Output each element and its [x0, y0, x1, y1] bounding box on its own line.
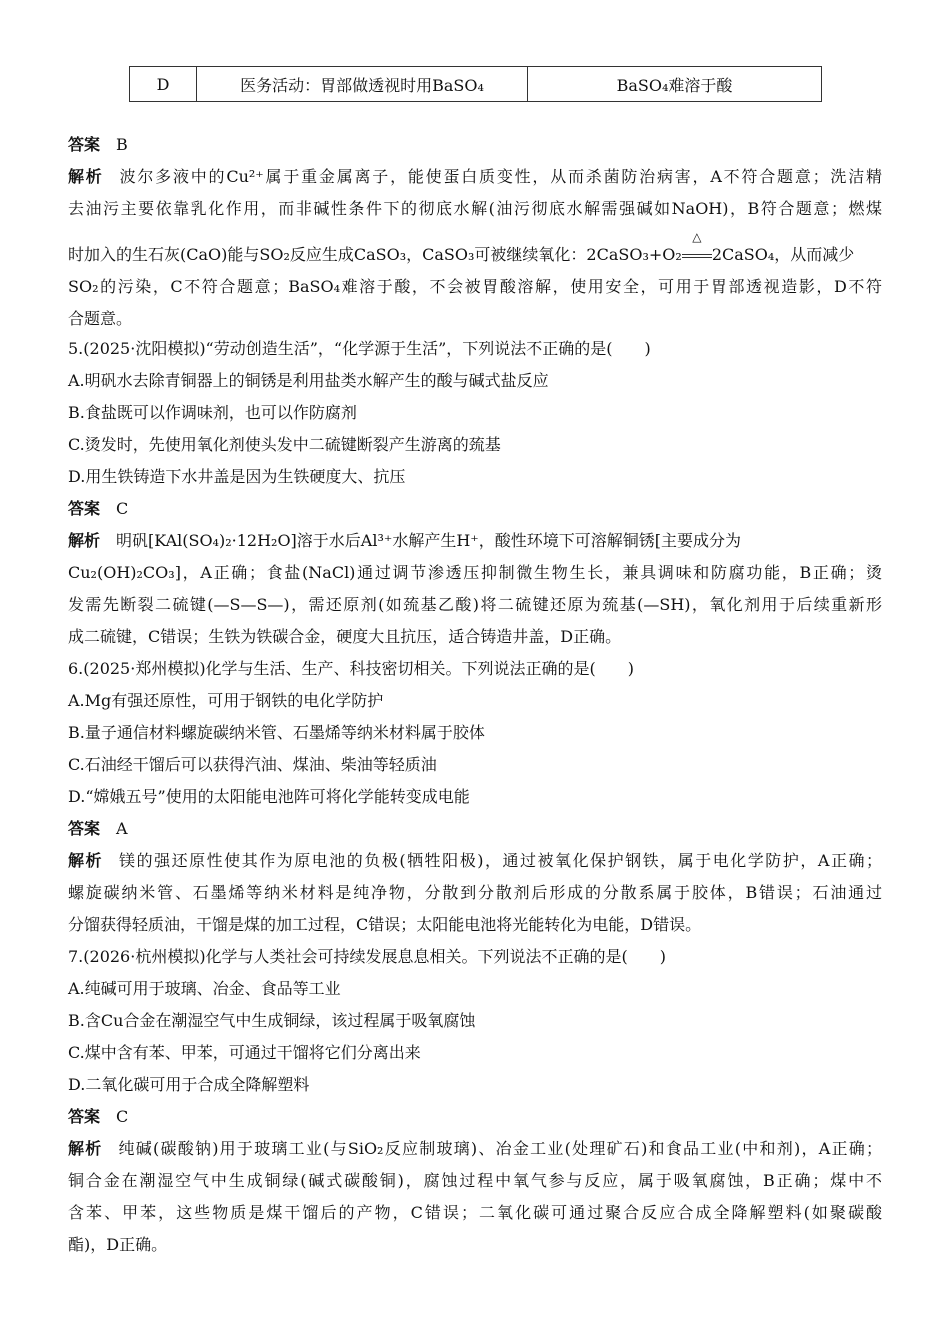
equation-sign [682, 230, 712, 266]
analysis-label: 解析 [68, 1139, 103, 1158]
answer-label: 答案 [68, 819, 101, 838]
q7-analysis-line-1 [68, 1138, 882, 1160]
analysis-text: 波尔多液中的Cu²⁺属于重金属离子，能使蛋白质变性，从而杀菌防治病害，A不符合题意；洗洁精 [119, 167, 882, 186]
answer-value: A [116, 819, 128, 838]
q5-analysis-line-4: 成二硫键，C错误；生铁为铁碳合金，硬度大且抗压，适合铸造井盖，D正确。 [68, 627, 622, 646]
q4-analysis-line-5: 合题意。 [68, 309, 133, 328]
answer-label: 答案 [68, 499, 101, 518]
q5-analysis-line-3: 发需先断裂二硫键(—S—S—)，需还原剂(如巯基乙酸)将二硫键还原为巯基(—SH)，氧化剂用于后续重新形 [68, 595, 882, 614]
analysis-text: 镁的强还原性使其作为原电池的负极(牺牲阳极)，通过被氧化保护钢铁，属于电化学防护，A正确； [119, 851, 882, 870]
q7-option-a: A.纯碱可用于玻璃、冶金、食品等工业 [68, 979, 341, 998]
reason-cell: BaSO₄难溶于酸 [528, 67, 822, 102]
q6-analysis-line-2: 螺旋碳纳米管、石墨烯等纳米材料是纯净物，分散到分散剂后形成的分散系属于胶体，B错误；石油通过 [68, 883, 882, 902]
q5-option-a: A.明矾水去除青铜器上的铜锈是利用盐类水解产生的酸与碱式盐反应 [68, 371, 549, 390]
q5-option-d: D.用生铁铸造下水井盖是因为生铁硬度大、抗压 [68, 467, 406, 486]
q7-option-b: B.含Cu合金在潮湿空气中生成铜绿，该过程属于吸氧腐蚀 [68, 1011, 476, 1030]
answer-label: 答案 [68, 1107, 101, 1126]
analysis-text: 2CaSO₄，从而减少 [711, 245, 855, 264]
analysis-text: 明矾[KAl(SO₄)₂·12H₂O]溶于水后Al³⁺水解产生H⁺，酸性环境下可溶解铜锈[主要成分为 [116, 531, 741, 550]
q7-analysis-line-3: 含苯、甲苯，这些物质是煤干馏后的产物，C错误；二氧化碳可通过聚合反应合成全降解塑料(如聚碳酸 [68, 1203, 882, 1222]
q4-answer-line [68, 134, 882, 156]
q6-analysis-line-1 [68, 850, 882, 872]
q7-answer-line [68, 1106, 882, 1128]
answer-value: B [116, 135, 128, 154]
q5-analysis-line-2: Cu₂(OH)₂CO₃]，A正确；食盐(NaCl)通过调节渗透压抑制微生物生长，兼具调味和防腐功能，B正确；烫 [68, 563, 882, 582]
q4-analysis-line-2: 去油污主要依靠乳化作用，而非碱性条件下的彻底水解(油污彻底水解需强碱如NaOH)，B符合题意；燃煤 [68, 199, 882, 218]
analysis-label: 解析 [68, 167, 104, 186]
q5-analysis-line-1 [68, 530, 882, 552]
q7-analysis-line-4: 酯)，D正确。 [68, 1235, 168, 1254]
answer-label: 答案 [68, 135, 101, 154]
q5-stem: 5.(2025·沈阳模拟)“劳动创造生活”，“化学源于生活”，下列说法不正确的是( ) [68, 339, 651, 358]
q4-analysis-line-4: SO₂的污染，C不符合题意；BaSO₄难溶于酸，不会被胃酸溶解，使用安全，可用于胃部透视造影，D不符 [68, 277, 882, 296]
q6-option-b: B.量子通信材料螺旋碳纳米管、石墨烯等纳米材料属于胶体 [68, 723, 485, 742]
q5-answer-line [68, 498, 882, 520]
heat-condition: △ [692, 230, 702, 244]
q6-stem: 6.(2025·郑州模拟)化学与生活、生产、科技密切相关。下列说法正确的是( ) [68, 659, 635, 678]
q7-analysis-line-2: 铜合金在潮湿空气中生成铜绿(碱式碳酸铜)，腐蚀过程中氧气参与反应，属于吸氧腐蚀，B正确；煤中不 [68, 1171, 882, 1190]
q5-option-c: C.烫发时，先使用氧化剂使头发中二硫键断裂产生游离的巯基 [68, 435, 501, 454]
q6-option-c: C.石油经干馏后可以获得汽油、煤油、柴油等轻质油 [68, 755, 437, 774]
options-table [129, 66, 822, 102]
q6-analysis-line-3: 分馏获得轻质油，干馏是煤的加工过程，C错误；太阳能电池将光能转化为电能，D错误。 [68, 915, 702, 934]
q6-answer-line [68, 818, 882, 840]
analysis-label: 解析 [68, 531, 101, 550]
q4-analysis-line-3 [68, 230, 882, 266]
answer-value: C [116, 499, 129, 518]
q6-option-a: A.Mg有强还原性，可用于钢铁的电化学防护 [68, 691, 384, 710]
analysis-text: 时加入的生石灰(CaO)能与SO₂反应生成CaSO₃，CaSO₃可被继续氧化：2CaSO₃+O₂ [68, 245, 682, 264]
table-row [130, 67, 822, 102]
option-letter-cell: D [130, 67, 197, 102]
answer-value: C [116, 1107, 129, 1126]
q5-option-b: B.食盐既可以作调味剂，也可以作防腐剂 [68, 403, 357, 422]
activity-cell: 医务活动：胃部做透视时用BaSO₄ [197, 67, 528, 102]
analysis-text: 纯碱(碳酸钠)用于玻璃工业(与SiO₂反应制玻璃)、冶金工业(处理矿石)和食品工业(中和剂)，A正确； [118, 1139, 882, 1158]
q7-stem: 7.(2026·杭州模拟)化学与人类社会可持续发展息息相关。下列说法不正确的是( ) [68, 947, 667, 966]
q6-option-d: D.“嫦娥五号”使用的太阳能电池阵可将化学能转变成电能 [68, 787, 470, 806]
q4-analysis-line-1 [68, 166, 882, 188]
analysis-label: 解析 [68, 851, 104, 870]
q7-option-c: C.煤中含有苯、甲苯，可通过干馏将它们分离出来 [68, 1043, 421, 1062]
q7-option-d: D.二氧化碳可用于合成全降解塑料 [68, 1075, 310, 1094]
